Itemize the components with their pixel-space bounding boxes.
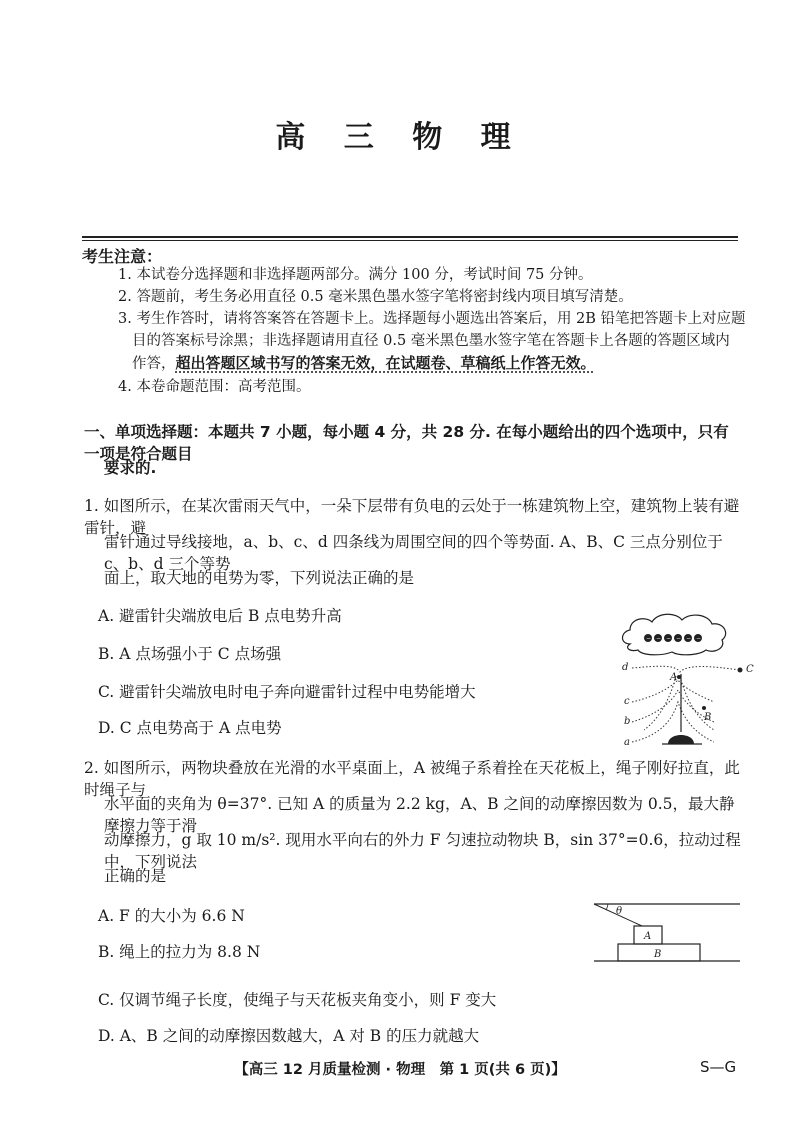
- notice-item-3: 3. 考生作答时，请将答案答在答题卡上。选择题每小题选出答案后，用 2B 铅笔把答题卡上对应题: [118, 311, 746, 327]
- section-heading-line2: 要求的.: [104, 459, 157, 477]
- divider-thick: [82, 236, 738, 238]
- notice-answer-text: 作答，: [132, 356, 176, 372]
- svg-text:−: −: [656, 635, 662, 642]
- q2-option-d: D. A、B 之间的动摩擦因数越大，A 对 B 的压力就越大: [98, 1027, 480, 1045]
- svg-text:−: −: [686, 635, 692, 642]
- label-b: b: [624, 716, 631, 727]
- label-a: a: [624, 737, 630, 748]
- svg-text:−: −: [696, 635, 702, 642]
- q2-figure: [590, 896, 745, 968]
- label-c: c: [624, 696, 630, 707]
- section-heading-line1: 一、单项选择题：本题共 7 小题，每小题 4 分，共 28 分. 在每小题给出的四个选项中，只有一项是符合题目: [84, 423, 729, 463]
- q2-stem-line2: 水平面的夹角为 θ=37°. 已知 A 的质量为 2.2 kg，A、B 之间的动摩擦因数为 0.5，最大静摩擦力等于滑: [104, 795, 735, 835]
- point-b-marker: [702, 706, 706, 710]
- page-title: 高 三 物 理: [275, 120, 525, 155]
- q1-option-a: A. 避雷针尖端放电后 B 点电势升高: [98, 607, 342, 625]
- notice-item-4: 4. 本卷命题范围：高考范围。: [118, 379, 311, 395]
- q1-figure: [618, 610, 754, 750]
- notice-item-2: 2. 答题前，考生务必用直径 0.5 毫米黑色墨水签字笔将密封线内项目填写清楚。: [118, 289, 633, 305]
- label-block-b: B: [654, 949, 662, 960]
- notice-emphasis: 超出答题区域书写的答案无效，在试题卷、草稿纸上作答无效。: [175, 354, 596, 372]
- q2-option-a: A. F 的大小为 6.6 N: [98, 907, 245, 925]
- divider-thin: [82, 240, 738, 241]
- notice-item-3-cont: 目的答案标号涂黑；非选择题请用直径 0.5 毫米黑色墨水签字笔在答题卡上各题的答题区域内: [132, 333, 730, 349]
- q2-option-c: C. 仅调节绳子长度，使绳子与天花板夹角变小，则 F 变大: [98, 991, 497, 1009]
- q1-option-c: C. 避雷针尖端放电时电子奔向避雷针过程中电势能增大: [98, 683, 476, 701]
- q2-option-b: B. 绳上的拉力为 8.8 N: [98, 943, 261, 961]
- point-a-marker: [677, 675, 681, 679]
- angle-arc: [606, 904, 608, 910]
- q1-stem-line3: 面上，取大地的电势为零，下列说法正确的是: [104, 569, 415, 587]
- cloud-icon: [623, 614, 726, 655]
- notice-item-3-cont2: [132, 352, 596, 375]
- notice-item-1: 1. 本试卷分选择题和非选择题两部分。满分 100 分，考试时间 75 分钟。: [118, 267, 593, 283]
- equipotential-lines: [632, 666, 740, 742]
- svg-text:−: −: [676, 635, 682, 642]
- svg-text:−: −: [646, 635, 652, 642]
- label-point-a: A: [670, 672, 678, 683]
- label-block-a: A: [644, 931, 652, 942]
- q2-stem-line4: 正确的是: [104, 867, 167, 885]
- q1-option-b: B. A 点场强小于 C 点场强: [98, 645, 282, 663]
- q1-stem-line1: 1. 如图所示，在某次雷雨天气中，一朵下层带有负电的云处于一栋建筑物上空，建筑物上装有避雷针，避: [84, 497, 740, 537]
- point-c-marker: [738, 668, 743, 673]
- label-point-b: B: [704, 712, 712, 723]
- notice-heading: 考生注意：: [82, 247, 163, 266]
- paper-code: S—G: [700, 1058, 737, 1076]
- label-d: d: [622, 662, 629, 673]
- q1-stem-line2: 雷针通过导线接地，a、b、c、d 四条线为周围空间的四个等势面. A、B、C 三点分别位于 c、b、d 三个等势: [104, 533, 723, 573]
- q2-stem-line3: 动摩擦力，g 取 10 m/s². 现用水平向右的外力 F 匀速拉动物块 B，sin 37°=0.6，拉动过程中，下列说法: [104, 831, 741, 871]
- lightning-rod-icon: [662, 674, 702, 744]
- q2-stem-line1: 2. 如图所示，两物块叠放在光滑的水平桌面上，A 被绳子系着拴在天花板上，绳子刚好拉直，此时绳子与: [84, 759, 740, 799]
- label-theta: θ: [616, 906, 623, 917]
- svg-text:−: −: [666, 635, 672, 642]
- page-footer: 【高三 12 月质量检测 · 物理 第 1 页(共 6 页)】: [234, 1062, 566, 1078]
- q1-option-d: D. C 点电势高于 A 点电势: [98, 719, 282, 737]
- label-point-c: C: [746, 664, 754, 675]
